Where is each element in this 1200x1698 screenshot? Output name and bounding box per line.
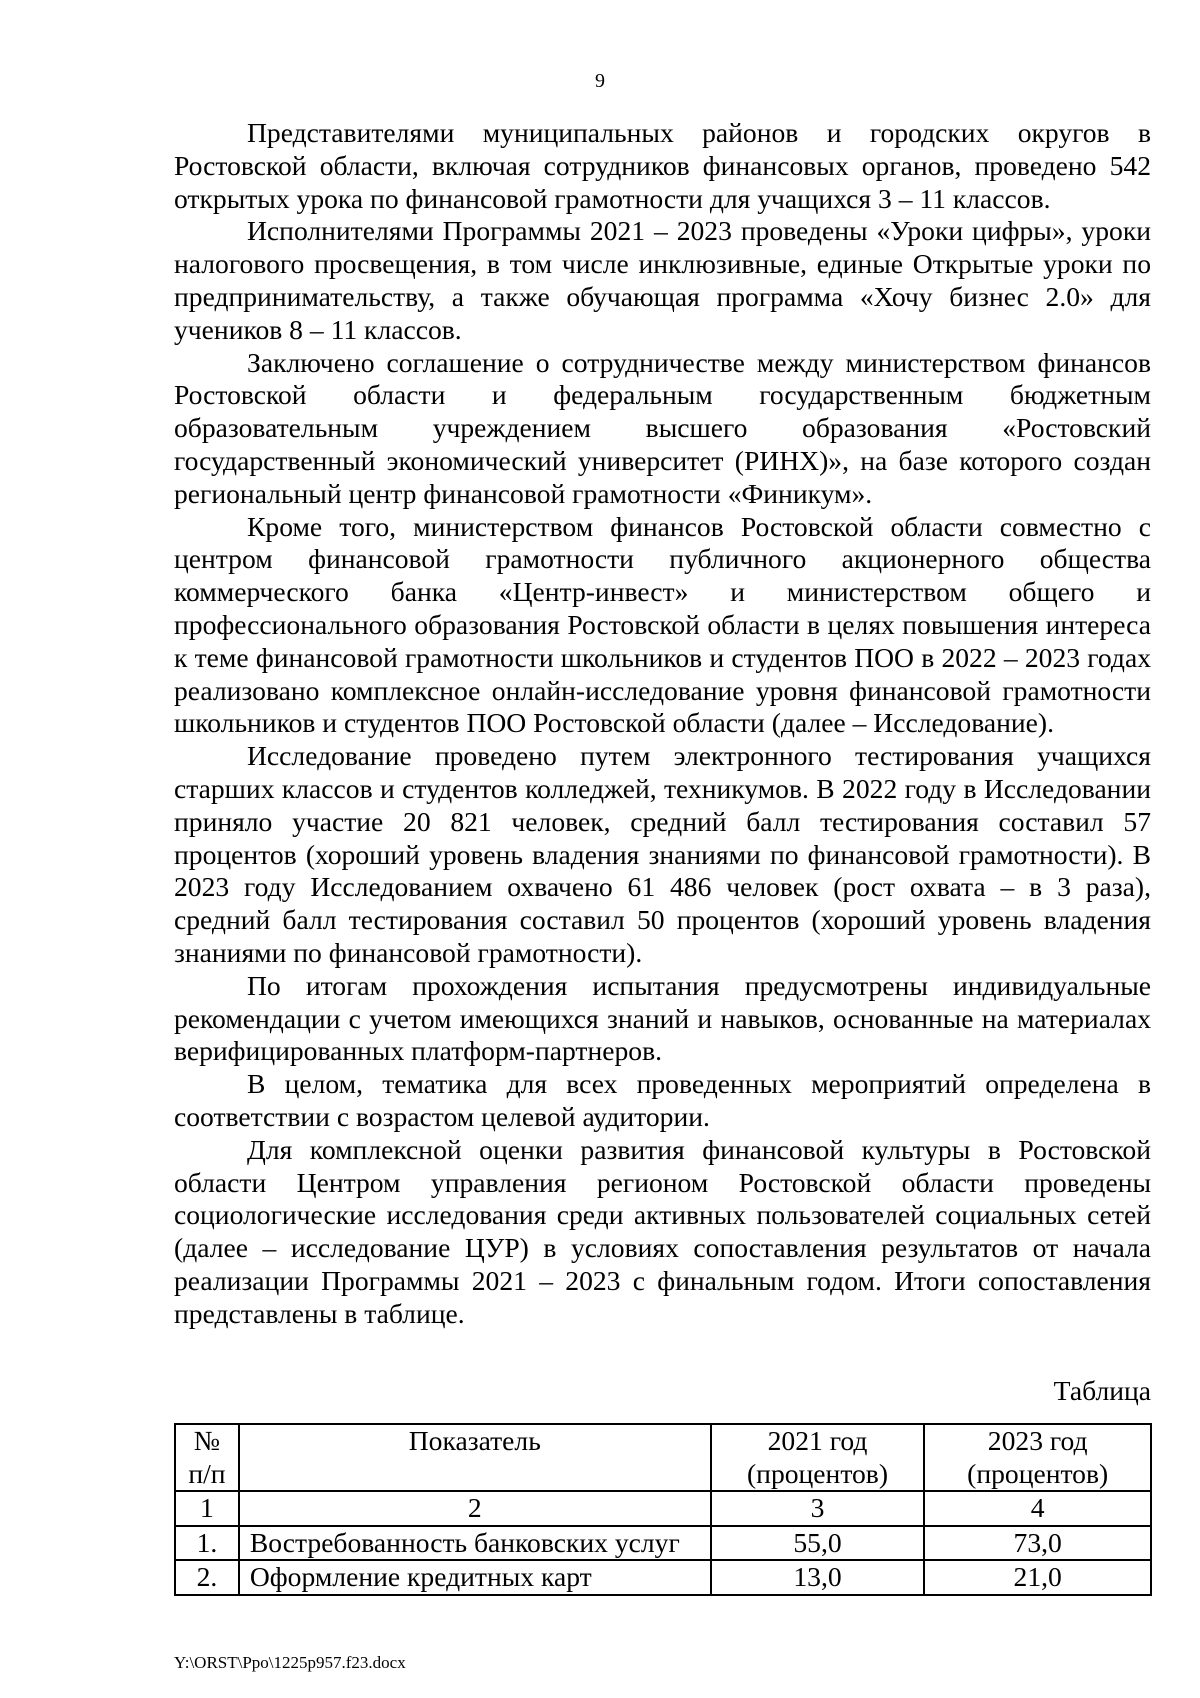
- table-header-row: [175, 1424, 1151, 1491]
- indicator-cell: Оформление кредитных карт: [239, 1560, 711, 1595]
- table-row: [175, 1560, 1151, 1595]
- value-2021-cell: 13,0: [711, 1560, 925, 1595]
- column-number-cell: 4: [924, 1491, 1151, 1526]
- header-cell-indicator: [239, 1424, 711, 1491]
- table-caption: Таблица: [1053, 1375, 1151, 1406]
- header-cell-2023: [924, 1424, 1151, 1491]
- value-2023-cell: 21,0: [924, 1560, 1151, 1595]
- data-table: [174, 1423, 1152, 1596]
- paragraph: В целом, тематика для всех проведенных мероприятий определена в соответствии с возрастом целевой аудитории.: [174, 1068, 1151, 1132]
- table-row: [175, 1526, 1151, 1561]
- row-number-cell: 2.: [175, 1560, 239, 1595]
- row-number-cell: 1.: [175, 1526, 239, 1561]
- paragraph: Представителями муниципальных районов и городских округов в Ростовской области, включая сотрудников финансовых органов, проведено 542 открытых урока по финансовой грамотности для учащихся 3 – 11 классов.: [174, 117, 1151, 214]
- paragraph: Для комплексной оценки развития финансовой культуры в Ростовской области Центром управления регионом Ростовской области проведены социологические исследования среди активных пользователей социальных сетей (далее – исследование ЦУР) в условиях сопоставления результатов от начала реализации Программы 2021 – 2023 с финальным годом. Итоги сопоставления представлены в таблице.: [174, 1133, 1151, 1329]
- column-number-row: [175, 1491, 1151, 1526]
- paragraph: Исполнителями Программы 2021 – 2023 проведены «Уроки цифры», уроки налогового просвещения, в том числе инклюзивные, единые Открытые уроки по предпринимательству, а также обучающая программа «Хочу бизнес 2.0» для учеников 8 – 11 классов.: [174, 215, 1151, 345]
- header-cell-2021: [711, 1424, 925, 1491]
- paragraph: Кроме того, министерством финансов Ростовской области совместно с центром финансовой грамотности публичного акционерного общества коммерческого банка «Центр-инвест» и министерством общего и профессионального образования Ростовской области в целях повышения интереса к теме финансовой грамотности школьников и студентов ПОО в 2022 – 2023 годах реализовано комплексное онлайн-исследование уровня финансовой грамотности школьников и студентов ПОО Ростовской области (далее – Исследование).: [174, 510, 1151, 739]
- header-text: Показатель: [408, 1425, 541, 1456]
- header-text: 2023 год: [987, 1425, 1088, 1456]
- paragraph: Заключено соглашение о сотрудничестве между министерством финансов Ростовской области и федеральным государственным бюджетным образовательным учреждением высшего образования «Ростовский государственный экономический университет (РИНХ)», на базе которого создан региональный центр финансовой грамотности «Финикум».: [174, 346, 1151, 509]
- paragraph: Исследование проведено путем электронного тестирования учащихся старших классов и студентов колледжей, техникумов. В 2022 году в Исследовании приняло участие 20 821 человек, средний балл тестирования составил 57 процентов (хороший уровень владения знаниями по финансовой грамотности). В 2023 году Исследованием охвачено 61 486 человек (рост охвата – в 3 раза), средний балл тестирования составил 50 процентов (хороший уровень владения знаниями по финансовой грамотности).: [174, 740, 1151, 968]
- header-text: 2021 год: [767, 1425, 868, 1456]
- value-2021-cell: 55,0: [711, 1526, 925, 1561]
- header-text: (процентов): [967, 1457, 1109, 1489]
- header-cell-number: [175, 1424, 239, 1491]
- indicator-cell: Востребованность банковских услуг: [239, 1526, 711, 1561]
- header-text: (процентов): [746, 1457, 889, 1489]
- column-number-cell: 3: [711, 1491, 925, 1526]
- page-number: 9: [595, 70, 605, 92]
- column-number-cell: 1: [175, 1491, 239, 1526]
- value-2023-cell: 73,0: [924, 1526, 1151, 1561]
- body-text: [174, 117, 1151, 1330]
- paragraph: По итогам прохождения испытания предусмотрены индивидуальные рекомендации с учетом имеющихся знаний и навыков, основанные на материалах верифицированных платформ-партнеров.: [174, 969, 1151, 1067]
- column-number-cell: 2: [239, 1491, 711, 1526]
- footer-file-path: Y:\ORST\Ppo\1225p957.f23.docx: [174, 1653, 406, 1672]
- header-text: п/п: [188, 1457, 226, 1489]
- header-text: №: [193, 1425, 221, 1456]
